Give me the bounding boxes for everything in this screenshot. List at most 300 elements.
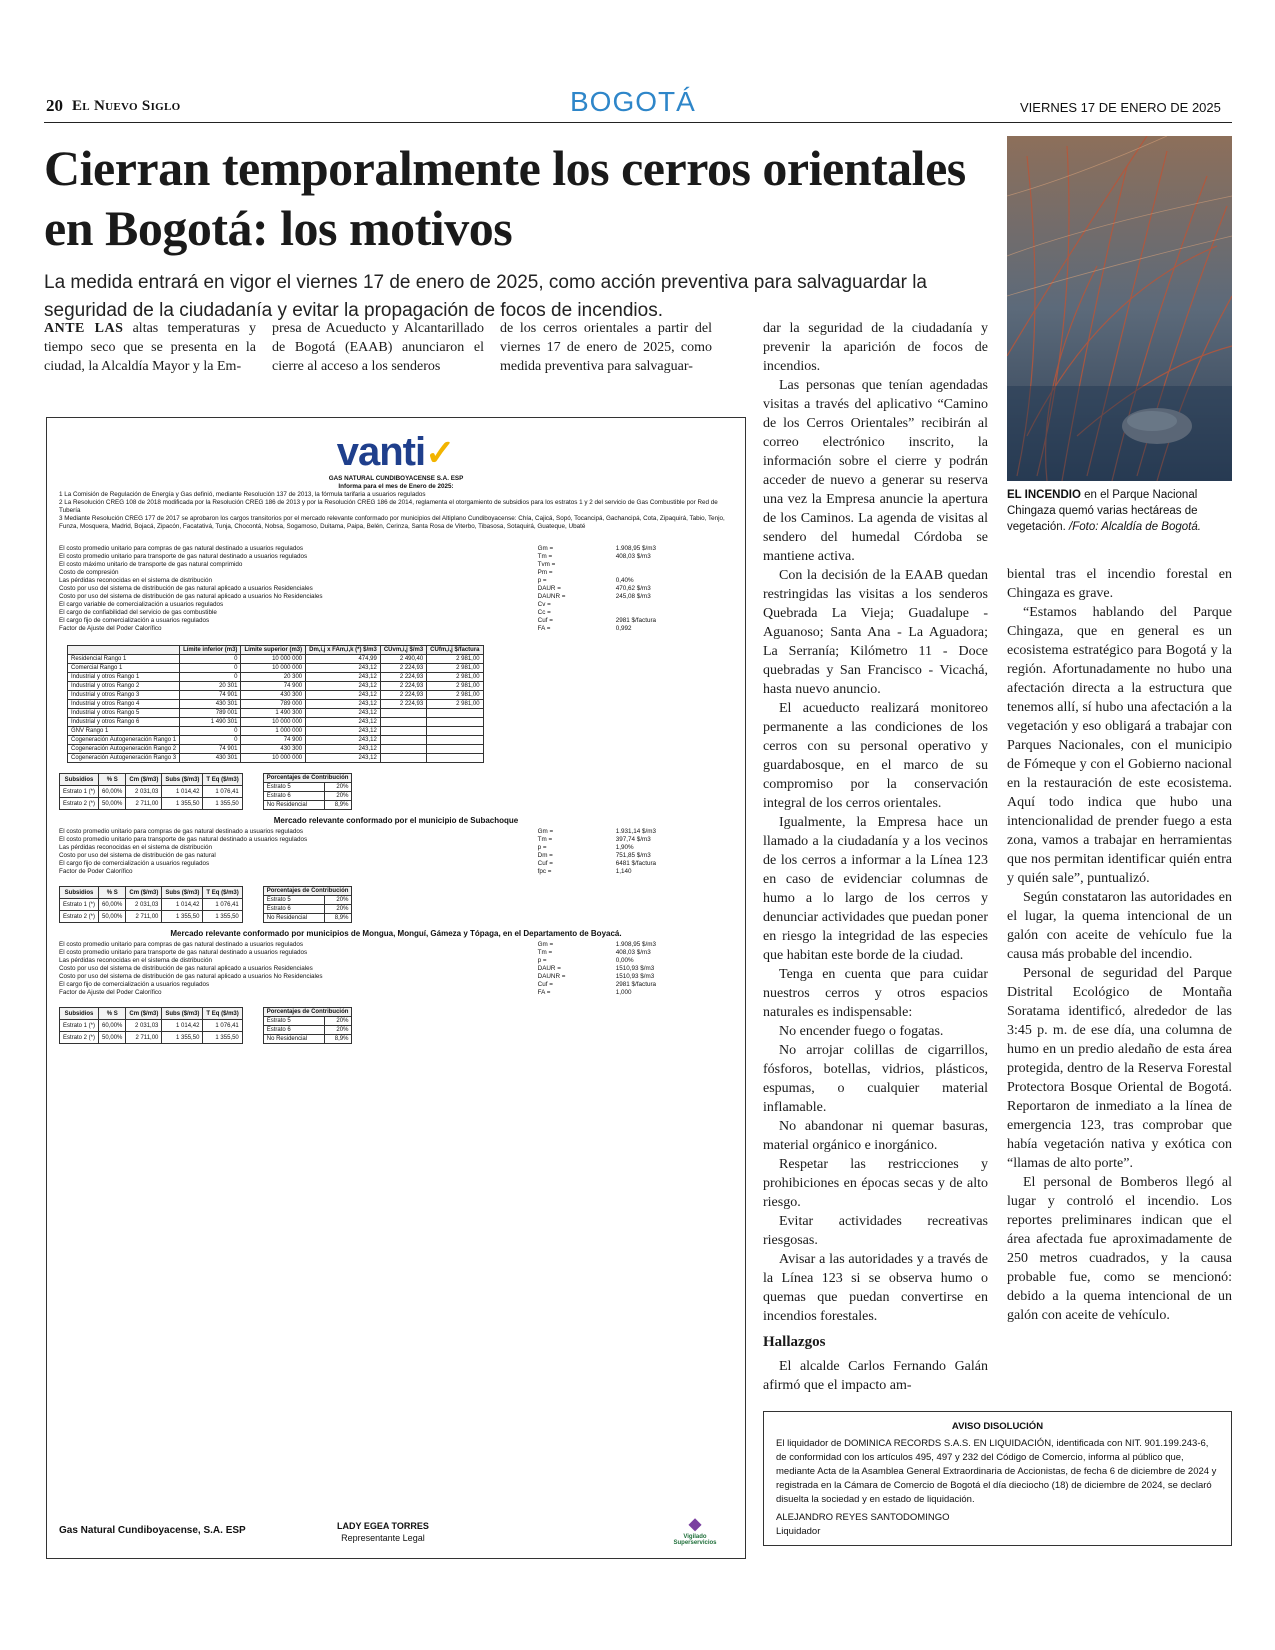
table-cell: GNV Rango 1 — [68, 727, 180, 736]
table-row — [68, 718, 484, 727]
table-row — [68, 655, 484, 664]
table-cell: 2 981,00 — [427, 691, 483, 700]
caption-lead: EL INCENDIO — [1007, 489, 1081, 501]
param-symbol: DAUNR = — [537, 973, 566, 980]
param-value — [616, 569, 733, 577]
param-label: Costo de compresión — [59, 569, 119, 576]
col4-paragraph: El acueducto realizará monitoreo permanente a las condiciones de los cerros con su personal operativo y guardabosque, en el marco de su compromiso por la conservación integral de los cerros orientales. — [763, 701, 988, 811]
table-cell: 20% — [325, 905, 352, 914]
param-value: 2981 $/factura — [615, 617, 657, 624]
table-header-row — [263, 774, 352, 783]
table-cell: 430 301 — [180, 700, 241, 709]
param-label: El cargo fijo de comercialización a usuarios regulados — [59, 617, 210, 624]
notice-role: Liquidador — [776, 1526, 821, 1537]
table-cell: 8,9% — [325, 1035, 352, 1044]
table-cell — [380, 745, 426, 754]
table-cell: 2 981,00 — [427, 664, 483, 673]
table-cell: 20 301 — [180, 682, 241, 691]
caption-text: en el Parque Nacional Chingaza quemó varias hectáreas de vegetación. — [1007, 489, 1198, 533]
notice-signer: ALEJANDRO REYES SANTODOMINGO — [776, 1512, 950, 1523]
table-row — [263, 905, 352, 914]
table-row — [263, 914, 352, 923]
table-cell: 74 900 — [241, 736, 306, 745]
col4-paragraph: El alcalde Carlos Fernando Galán afirmó que el impacto am- — [763, 1359, 988, 1393]
ad-company: GAS NATURAL CUNDIBOYACENSE S.A. ESP — [328, 475, 464, 482]
table-cell: 2 031,03 — [126, 899, 162, 911]
param-row — [59, 973, 733, 981]
table-cell: 243,12 — [306, 718, 381, 727]
market-title: Mercado relevante conformado por municipios de Mongua, Monguí, Gámeza y Tópaga, en el Departamento de Boyacá. — [170, 929, 622, 938]
table-cell: Industrial y otros Rango 2 — [68, 682, 180, 691]
col4-paragraph: Avisar a las autoridades y a través de la Línea 123 si se observa humo o quemas que puedan convertirse en incendios forestales. — [763, 1252, 988, 1324]
param-label: Las pérdidas reconocidas en el sistema de distribución — [59, 844, 212, 851]
table-cell: Industrial y otros Rango 4 — [68, 700, 180, 709]
param-row — [59, 852, 733, 860]
table-cell: 1 490 300 — [241, 709, 306, 718]
table-header-cell: Subsidios — [60, 1008, 99, 1020]
param-label: El costo promedio unitario para compras de gas natural destinado a usuarios regulados — [59, 828, 303, 835]
param-label: Factor de Ajuste del Poder Calorífico — [59, 625, 162, 632]
param-symbol: Dm = — [537, 852, 553, 859]
vanti-advertisement — [46, 417, 746, 1559]
table-row — [60, 1020, 243, 1032]
params-list — [59, 941, 733, 997]
table-cell: Estrato 5 — [263, 896, 325, 905]
col4-paragraph: dar la seguridad de la ciudadanía y prevenir la aparición de focos de incendios. — [763, 321, 988, 374]
issue-date: VIERNES 17 DE ENERO DE 2025 — [1020, 100, 1221, 115]
table-cell: 20% — [325, 1026, 352, 1035]
col4-paragraph: Las personas que tenían agendadas visitas a través del aplicativo “Camino de los Cerros Orientales” recibirán al correo electrónico inscrito, la información sobre el cierre y podrán acceder de nuevo a generar su reserva una vez la Empresa anuncie la apertura de los Caminos. La agenda de visitas al sendero del humedal Córdoba se mantiene activa. — [763, 378, 988, 564]
section-title: BOGOTÁ — [570, 86, 696, 117]
param-symbol: Cuf = — [537, 981, 553, 988]
param-row — [59, 625, 733, 633]
table-cell: 1 355,50 — [162, 911, 203, 923]
param-row — [59, 601, 733, 609]
table-cell: 1 355,50 — [162, 1032, 203, 1044]
table-cell — [427, 736, 483, 745]
table-header-cell: Subsidios — [60, 774, 99, 786]
table-cell: No Residencial — [263, 801, 325, 810]
table-cell: 243,12 — [306, 709, 381, 718]
table-cell: 10 000 000 — [241, 655, 306, 664]
table-cell: Estrato 1 (*) — [60, 786, 99, 798]
table-row — [263, 1035, 352, 1044]
param-symbol: Cv = — [537, 601, 551, 608]
param-row — [59, 828, 733, 836]
param-label: Factor de Poder Calorífico — [59, 868, 133, 875]
table-cell: 2 031,03 — [126, 786, 162, 798]
table-cell: 1 014,42 — [162, 899, 203, 911]
table-cell: 243,12 — [306, 691, 381, 700]
table-row — [60, 911, 243, 923]
table-cell — [380, 754, 426, 763]
param-value: 1.931,14 $/m3 — [615, 828, 657, 835]
table-header-cell: % S — [99, 1008, 126, 1020]
subhead: Hallazgos — [763, 1334, 826, 1350]
param-symbol: Pm = — [537, 569, 553, 576]
col4-paragraph: No encender fuego o fogatas. — [779, 1024, 944, 1039]
param-row — [59, 965, 733, 973]
table-cell: No Residencial — [263, 914, 325, 923]
table-cell: 2 224,93 — [380, 682, 426, 691]
param-row — [59, 836, 733, 844]
contribution-table — [263, 886, 353, 923]
subsidy-block — [59, 886, 733, 923]
table-cell: 1 014,42 — [162, 786, 203, 798]
param-symbol: DAUR = — [537, 965, 561, 972]
table-cell: Estrato 6 — [263, 1026, 325, 1035]
param-label: El cargo fijo de comercialización a usuarios regulados — [59, 981, 210, 988]
param-symbol: fpc = — [537, 868, 552, 875]
table-row — [263, 1017, 352, 1026]
table-cell: 50,00% — [99, 911, 126, 923]
table-cell: 0 — [180, 664, 241, 673]
col5-paragraph: Según constataron las autoridades en el lugar, la quema intencional de un galón con aceite de vehículo fue la causa más probable del incendio. — [1007, 890, 1232, 962]
param-row — [59, 981, 733, 989]
param-symbol: p = — [537, 957, 547, 964]
table-cell: 2 224,93 — [380, 664, 426, 673]
table-cell: 243,12 — [306, 700, 381, 709]
signer-name: LADY EGEA TORRES — [337, 1521, 429, 1531]
param-value: 751,85 $/m3 — [615, 852, 651, 859]
params-list — [59, 545, 733, 633]
table-cell — [427, 718, 483, 727]
param-value: 1,140 — [615, 868, 632, 875]
param-row — [59, 545, 733, 553]
table-cell: 789 001 — [180, 709, 241, 718]
table-cell: 1 355,50 — [203, 1032, 242, 1044]
table-header-row — [263, 887, 352, 896]
param-row — [59, 593, 733, 601]
param-label: Factor de Ajuste del Poder Calorífico — [59, 989, 162, 996]
dissolution-notice — [763, 1411, 1232, 1546]
table-cell: 243,12 — [306, 736, 381, 745]
table-cell — [427, 754, 483, 763]
table-cell: Estrato 6 — [263, 905, 325, 914]
param-label: Costo por uso del sistema de distribución de gas natural aplicado a usuarios No Residenciales — [59, 973, 323, 980]
ad-title: Informa para el mes de Enero de 2025: — [338, 483, 454, 490]
table-cell: 20% — [325, 1017, 352, 1026]
table-cell: 430 300 — [241, 745, 306, 754]
param-value — [616, 561, 733, 569]
table-cell: 8,9% — [325, 801, 352, 810]
table-cell: 2 224,93 — [380, 673, 426, 682]
table-cell — [380, 709, 426, 718]
table-cell: 0 — [180, 655, 241, 664]
param-value: 1510,93 $/m3 — [615, 973, 655, 980]
table-row — [68, 727, 484, 736]
table-cell: 2 711,00 — [126, 911, 162, 923]
col5-paragraph: “Estamos hablando del Parque Chingaza, que en general es un ecosistema estratégico para Bogotá y la región. Afortunadamente no hubo una afectación directa a la estructura que tenemos allí, sí hubo una afectación a la vegetación y eso obligará a trabajar con Parques Nacionales, con el municipio de Fómeque y con el Gobierno nacional en la restauración de este ecosistema. Aquí todo indica que hubo una intencionalidad de prender fuego a esta zona, vamos a trabajar en herramientas que nos permitan identificar quién entra y quién sale”, puntualizó. — [1007, 605, 1232, 886]
table-cell: 2 981,00 — [427, 655, 483, 664]
table-cell: 2 981,00 — [427, 673, 483, 682]
table-header-cell: Cm ($/m3) — [126, 1008, 162, 1020]
param-label: El cargo variable de comercialización a usuarios regulados — [59, 601, 224, 608]
table-cell: 1 076,41 — [203, 786, 242, 798]
table-header-cell: Límite superior (m3) — [241, 646, 306, 655]
table-cell: 0 — [180, 673, 241, 682]
table-cell — [427, 745, 483, 754]
param-symbol: Tm = — [537, 949, 553, 956]
vigilado-logo — [665, 1514, 725, 1546]
table-cell: 10 000 000 — [241, 754, 306, 763]
table-row — [263, 783, 352, 792]
table-cell — [380, 718, 426, 727]
param-symbol: Gm = — [537, 545, 554, 552]
page-number: 20 — [46, 96, 63, 115]
col2-text: presa de Acueducto y Alcantarillado de Bogotá (EAAB) anunciaron el cierre al acceso a los senderos — [272, 321, 484, 374]
article-col-2 — [272, 319, 484, 376]
vigilado-icon: ◆ — [688, 1516, 702, 1533]
param-label: El cargo de confiabilidad del servicio de gas combustible — [59, 609, 217, 616]
table-cell: Estrato 2 (*) — [60, 1032, 99, 1044]
table-header-cell: T Eq ($/m3) — [203, 887, 242, 899]
param-row — [59, 941, 733, 949]
headline: Cierran temporalmente los cerros orientales en Bogotá: los motivos — [44, 140, 966, 256]
param-label: El costo promedio unitario para compras de gas natural destinado a usuarios regulados — [59, 941, 303, 948]
ad-note: 1 La Comisión de Regulación de Energía y Gas definió, mediante Resolución 137 de 2013, la fórmula tarifaria a usuarios regulados — [59, 491, 426, 498]
table-header-row — [60, 774, 243, 786]
table-row — [68, 709, 484, 718]
table-row — [68, 754, 484, 763]
header-rule — [44, 122, 1232, 123]
subsidy-block — [59, 1007, 733, 1044]
col4-paragraph: Con la decisión de la EAAB quedan restringidas las visitas a los senderos Quebrada La Vieja; Guadalupe - Aguanoso; Santa Ana - La Aguadora; La Serranía; Kilómetro 11 - Doce quebradas y San Francisco - Vicachá, hasta nuevo anuncio. — [763, 568, 988, 697]
table-cell: 243,12 — [306, 745, 381, 754]
table-header-cell: Porcentajes de Contribución — [263, 887, 352, 896]
table-cell: Industrial y otros Rango 1 — [68, 673, 180, 682]
table-cell: 243,12 — [306, 754, 381, 763]
param-value: 245,08 $/m3 — [615, 593, 651, 600]
table-cell: Cogeneración Autogeneración Rango 3 — [68, 754, 180, 763]
table-header-cell: Porcentajes de Contribución — [263, 774, 352, 783]
table-cell: 1 355,50 — [203, 798, 242, 810]
table-cell: 60,00% — [99, 1020, 126, 1032]
param-row — [59, 949, 733, 957]
table-header-row — [60, 1008, 243, 1020]
table-row — [68, 700, 484, 709]
table-cell: 2 711,00 — [126, 798, 162, 810]
table-row — [60, 786, 243, 798]
table-cell: 1 355,50 — [162, 798, 203, 810]
table-header-cell: T Eq ($/m3) — [203, 1008, 242, 1020]
table-cell: Industrial y otros Rango 3 — [68, 691, 180, 700]
vanti-logo — [59, 430, 733, 475]
table-cell: 2 981,00 — [427, 700, 483, 709]
param-value: 408,03 $/m3 — [615, 553, 651, 560]
param-value: 1.908,95 $/m3 — [615, 941, 657, 948]
table-header-cell: Subs ($/m3) — [162, 1008, 203, 1020]
table-cell: 20% — [325, 896, 352, 905]
table-cell: Industrial y otros Rango 5 — [68, 709, 180, 718]
param-symbol: Cuf = — [537, 860, 553, 867]
param-symbol: Tm = — [537, 836, 553, 843]
col5-paragraph: Personal de seguridad del Parque Distrital Ecológico de Montaña Soratama identificó, alrededor de las 3:45 p. m. de ese día, una columna de humo en un predio aledaño de esta área protegida, dentro de la Reserva Forestal Protectora Bosque Oriental de Bogotá. Reportaron de inmediato a la línea de emergencia 123, tras comprobar que había vegetación nativa y exótica con “llamas de alto porte”. — [1007, 966, 1232, 1171]
photo-caption — [1007, 487, 1232, 535]
param-row — [59, 561, 733, 569]
table-row — [68, 691, 484, 700]
logo-text: vanti — [336, 430, 426, 474]
table-cell: 0 — [180, 736, 241, 745]
col3-text: de los cerros orientales a partir del viernes 17 de enero de 2025, como medida preventiva para salvaguar- — [500, 321, 712, 374]
param-row — [59, 989, 733, 997]
param-label: Las pérdidas reconocidas en el sistema de distribución — [59, 957, 212, 964]
notice-title: AVISO DISOLUCIÓN — [951, 1421, 1044, 1432]
param-symbol: FA = — [537, 625, 551, 632]
subsidy-table — [59, 773, 243, 810]
table-cell: Cogeneración Autogeneración Rango 1 — [68, 736, 180, 745]
param-value: 470,62 $/m3 — [615, 585, 651, 592]
table-cell: 20% — [325, 783, 352, 792]
vigilado-text: Vigilado Superservicios — [673, 1534, 717, 1546]
table-cell — [380, 736, 426, 745]
notice-body: El liquidador de DOMINICA RECORDS S.A.S. EN LIQUIDACIÓN, identificada con NIT. 901.199.243-6, de conformidad con los artículos 495, 497 y 232 del Código de Comercio, informa al público que, mediante Acta de la Asamblea General Extraordinaria de Accionistas, de fecha 6 de diciembre de 2024 y registrada en la Cámara de Comercio de Bogotá el día dieciocho (18) de diciembre de 2024, se declaró disuelta la sociedad y en estado de liquidación. — [776, 1438, 1217, 1505]
param-value: 0,00% — [615, 957, 634, 964]
table-cell: Industrial y otros Rango 6 — [68, 718, 180, 727]
param-label: Costo por uso del sistema de distribución de gas natural — [59, 852, 216, 859]
table-cell — [427, 727, 483, 736]
param-row — [59, 609, 733, 617]
table-row — [68, 682, 484, 691]
ad-footer-company: Gas Natural Cundiboyacense, S.A. ESP — [59, 1525, 246, 1536]
table-cell: 60,00% — [99, 786, 126, 798]
param-row — [59, 844, 733, 852]
param-label: El costo máximo unitario de transporte de gas natural comprimido — [59, 561, 243, 568]
table-header-cell: Cm ($/m3) — [126, 887, 162, 899]
params-list — [59, 828, 733, 876]
table-cell: 1 000 000 — [241, 727, 306, 736]
param-symbol: Gm = — [537, 828, 554, 835]
param-row — [59, 553, 733, 561]
table-row — [68, 664, 484, 673]
publication-name: El Nuevo Siglo — [72, 98, 181, 114]
table-cell: 0 — [180, 727, 241, 736]
col4-paragraph: Igualmente, la Empresa hace un llamado a la ciudadanía y a los vecinos de los cerros a informar a la Línea 123 en caso de evidenciar columnas de humo a lo largo de los cerros y denunciar actividades que puedan poner en riesgo la integridad de las especies que habitan este borde de la ciudad. — [763, 815, 988, 963]
param-symbol: Tvm = — [537, 561, 556, 568]
table-row — [263, 896, 352, 905]
col4-paragraph: No abandonar ni quemar basuras, material orgánico e inorgánico. — [763, 1119, 988, 1153]
lead-word: ANTE LAS — [44, 321, 124, 336]
table-header-row — [60, 887, 243, 899]
caption-credit: /Foto: Alcaldía de Bogotá. — [1065, 521, 1201, 533]
table-cell — [380, 727, 426, 736]
contribution-table — [263, 773, 353, 810]
param-value: 1510,93 $/m3 — [615, 965, 655, 972]
table-header-cell: Subs ($/m3) — [162, 887, 203, 899]
article-col-3 — [500, 319, 712, 376]
lead-paragraph — [44, 319, 256, 376]
param-row — [59, 585, 733, 593]
col5-paragraph: El personal de Bomberos llegó al lugar y controló el incendio. Los reportes preliminares indican que el área afectada fue aproximadamente de 250 metros cuadrados, y la causa probable fue, como se mencionó: debido a la quema intencional de un galón con aceite de vehículo. — [1007, 1175, 1232, 1323]
col4-paragraph: Evitar actividades recreativas riesgosas. — [763, 1214, 988, 1248]
ad-note: 3 Mediante Resolución CREG 177 de 2017 se aprobaron los cargos transitorios por el mercado relevante conformado por municipios del Altiplano Cundiboyacense: Chía, Cajicá, Sopó, Tocancipá, Gachancipá, Cota, Zipaquirá, Tabio, Tenjo, Funza, Mosquera, Madrid, Bojacá, Zipacón, Facatativá, Tunja, Chocontá, Nobsa, Sogamoso, Duitama, Paipa, Belén, Cerinza, Santa Rosa de Viterbo, Tibasosa, Sotaquirá, Guateque, Ubaté — [59, 515, 725, 530]
param-symbol: p = — [537, 577, 547, 584]
col5-paragraph: biental tras el incendio forestal en Chingaza es grave. — [1007, 567, 1232, 601]
param-value — [616, 609, 733, 617]
param-row — [59, 868, 733, 876]
table-header-cell: CUfm,i,j $/factura — [427, 646, 483, 655]
table-cell: 243,12 — [306, 673, 381, 682]
param-symbol: DAUR = — [537, 585, 561, 592]
table-cell: Cogeneración Autogeneración Rango 2 — [68, 745, 180, 754]
deck: La medida entrará en vigor el viernes 17 de enero de 2025, como acción preventiva para salvaguardar la seguridad de la ciudadanía y evitar la propagación de focos de incendios. — [44, 272, 927, 321]
table-cell: 10 000 000 — [241, 664, 306, 673]
param-row — [59, 957, 733, 965]
param-label: Costo por uso del sistema de distribución de gas natural aplicado a usuarios Residenciales — [59, 965, 313, 972]
table-cell: Comercial Rango 1 — [68, 664, 180, 673]
param-label: El costo promedio unitario para transporte de gas natural destinado a usuarios regulados — [59, 553, 308, 560]
param-symbol: Gm = — [537, 941, 554, 948]
ad-signature — [337, 1520, 429, 1544]
table-cell: 789 000 — [241, 700, 306, 709]
table-cell: 8,9% — [325, 914, 352, 923]
param-row — [59, 577, 733, 585]
table-header-cell: T Eq ($/m3) — [203, 774, 242, 786]
param-row — [59, 617, 733, 625]
table-header-cell: Límite inferior (m3) — [180, 646, 241, 655]
col4-paragraph: No arrojar colillas de cigarrillos, fósforos, botellas, vidrios, plásticos, espumas, o cualquier material inflamable. — [763, 1043, 988, 1115]
param-symbol: p = — [537, 844, 547, 851]
table-cell: 60,00% — [99, 899, 126, 911]
param-value — [616, 601, 733, 609]
table-cell: 50,00% — [99, 798, 126, 810]
col4-paragraph: Tenga en cuenta que para cuidar nuestros cerros y otros espacios naturales es indispensable: — [763, 967, 988, 1020]
table-header-row — [263, 1008, 352, 1017]
table-cell: 20 300 — [241, 673, 306, 682]
table-cell: 2 224,93 — [380, 691, 426, 700]
subsidy-table — [59, 886, 243, 923]
table-cell: 50,00% — [99, 1032, 126, 1044]
table-cell: 1 076,41 — [203, 899, 242, 911]
table-cell: 430 301 — [180, 754, 241, 763]
table-cell: 10 000 000 — [241, 718, 306, 727]
param-value: 1,000 — [615, 989, 632, 996]
table-cell: 474,99 — [306, 655, 381, 664]
table-cell: 430 300 — [241, 691, 306, 700]
param-row — [59, 860, 733, 868]
table-header-cell: Subs ($/m3) — [162, 774, 203, 786]
table-header-cell: Porcentajes de Contribución — [263, 1008, 352, 1017]
param-row — [59, 569, 733, 577]
param-value: 408,03 $/m3 — [615, 949, 651, 956]
table-header-row — [68, 646, 484, 655]
table-row — [60, 798, 243, 810]
param-value: 0,992 — [615, 625, 632, 632]
table-cell: 74 901 — [180, 691, 241, 700]
table-cell: 20% — [325, 792, 352, 801]
table-cell: Estrato 1 (*) — [60, 1020, 99, 1032]
ad-note: 2 La Resolución CREG 108 de 2018 modificada por la Resolución CREG 186 de 2013 y por la Resolución CREG 186 de 2014, reglamenta el otorgamiento de subsidios para los estratos 1 y 2 del servicio de Gas Combustible por Red de Tubería — [59, 499, 718, 514]
table-cell: Estrato 2 (*) — [60, 798, 99, 810]
table-cell: 243,12 — [306, 664, 381, 673]
table-cell: 1 355,50 — [203, 911, 242, 923]
table-cell: 2 981,00 — [427, 682, 483, 691]
param-symbol: FA = — [537, 989, 551, 996]
subsidy-table — [59, 1007, 243, 1044]
table-header-cell: Dm,i,j x FAm,i,k (*) $/m3 — [306, 646, 381, 655]
market-title: Mercado relevante conformado por el municipio de Subachoque — [273, 816, 519, 825]
logo-check-icon: ✓ — [425, 432, 456, 473]
param-symbol: Tm = — [537, 553, 553, 560]
param-value: 1,90% — [615, 844, 634, 851]
param-value: 0,40% — [615, 577, 634, 584]
param-label: Costo por uso del sistema de distribución de gas natural aplicado a usuarios Residenciales — [59, 585, 313, 592]
param-symbol: DAUNR = — [537, 593, 566, 600]
article-col-4 — [763, 319, 988, 1393]
article-col-1 — [44, 319, 256, 376]
table-row — [68, 673, 484, 682]
fire-photo — [1007, 136, 1232, 481]
